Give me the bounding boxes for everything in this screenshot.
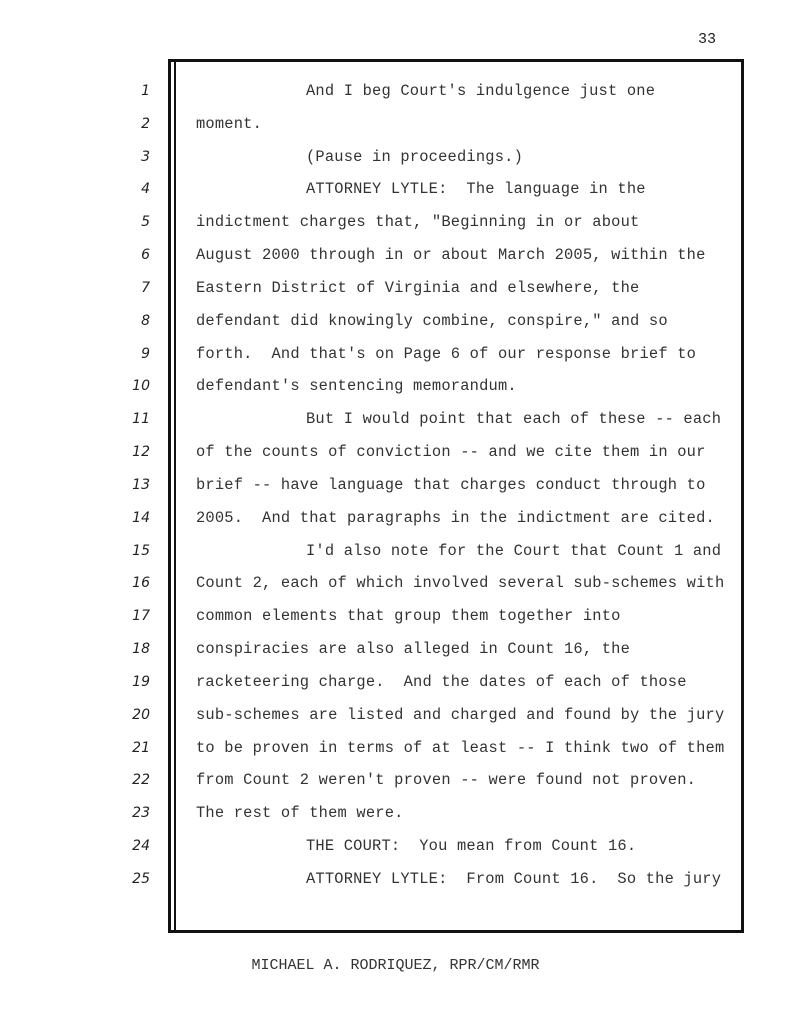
line-number: 4 xyxy=(141,181,150,198)
transcript-line: to be proven in terms of at least -- I think two of them xyxy=(196,738,725,757)
line-number: 25 xyxy=(132,870,150,887)
transcript-line: Count 2, each of which involved several sub-schemes with xyxy=(196,574,725,593)
margin-rule xyxy=(174,59,176,933)
transcript-line: Eastern District of Virginia and elsewhere, the xyxy=(196,278,640,297)
line-number: 12 xyxy=(132,444,150,461)
line-number: 1 xyxy=(141,83,150,99)
line-number: 24 xyxy=(132,838,150,855)
line-number: 2 xyxy=(141,115,150,132)
line-number: 21 xyxy=(132,739,150,756)
transcript-line: And I beg Court's indulgence just one xyxy=(306,82,656,100)
transcript-line: ATTORNEY LYTLE: From Count 16. So the jury xyxy=(306,869,722,888)
line-number: 13 xyxy=(132,476,150,493)
line-number: 10 xyxy=(132,378,150,395)
transcript-line: August 2000 through in or about March 2005, within the xyxy=(196,246,706,265)
line-number: 18 xyxy=(132,641,150,658)
line-number: 6 xyxy=(141,247,150,264)
transcript-line: THE COURT: You mean from Count 16. xyxy=(306,837,637,856)
transcript-line: moment. xyxy=(196,114,263,133)
reporter-footer: MICHAEL A. RODRIQUEZ, RPR/CM/RMR xyxy=(251,957,540,974)
line-number: 3 xyxy=(141,148,150,165)
line-number: 15 xyxy=(132,542,150,559)
transcript-line: of the counts of conviction -- and we cite them in our xyxy=(196,443,706,462)
line-number: 17 xyxy=(132,608,150,625)
transcript-line: I'd also note for the Court that Count 1 and xyxy=(306,541,722,560)
transcript-line: The rest of them were. xyxy=(196,804,404,823)
line-number: 16 xyxy=(132,575,150,592)
transcript-line: conspiracies are also alleged in Count 16, the xyxy=(196,640,631,659)
line-number: 20 xyxy=(132,706,150,723)
transcript-line: brief -- have language that charges conduct through to xyxy=(196,475,706,494)
transcript-line: But I would point that each of these -- each xyxy=(306,410,722,429)
line-number: 23 xyxy=(132,805,150,822)
transcript-line: (Pause in proceedings.) xyxy=(306,147,524,166)
line-number: 14 xyxy=(132,509,150,526)
page-number: 33 xyxy=(697,31,716,48)
line-number: 11 xyxy=(132,411,150,428)
transcript-line: racketeering charge. And the dates of each of those xyxy=(196,672,687,691)
line-number: 7 xyxy=(141,279,150,296)
line-number: 8 xyxy=(141,312,150,329)
transcript-line: defendant did knowingly combine, conspire," and so xyxy=(196,311,668,330)
transcript-line: common elements that group them together into xyxy=(196,607,621,626)
transcript-line: defendant's sentencing memorandum. xyxy=(196,377,517,396)
line-number: 19 xyxy=(132,673,150,690)
transcript-line: ATTORNEY LYTLE: The language in the xyxy=(306,180,646,199)
transcript-line: forth. And that's on Page 6 of our response brief to xyxy=(196,344,697,363)
transcript-line: 2005. And that paragraphs in the indictment are cited. xyxy=(196,508,715,527)
transcript-line: from Count 2 weren't proven -- were found not proven. xyxy=(196,771,697,790)
line-number: 22 xyxy=(132,772,150,789)
transcript-line: indictment charges that, "Beginning in or about xyxy=(196,213,640,232)
line-number: 9 xyxy=(141,345,150,362)
line-number: 5 xyxy=(141,214,150,231)
transcript-line: sub-schemes are listed and charged and found by the jury xyxy=(196,705,725,724)
